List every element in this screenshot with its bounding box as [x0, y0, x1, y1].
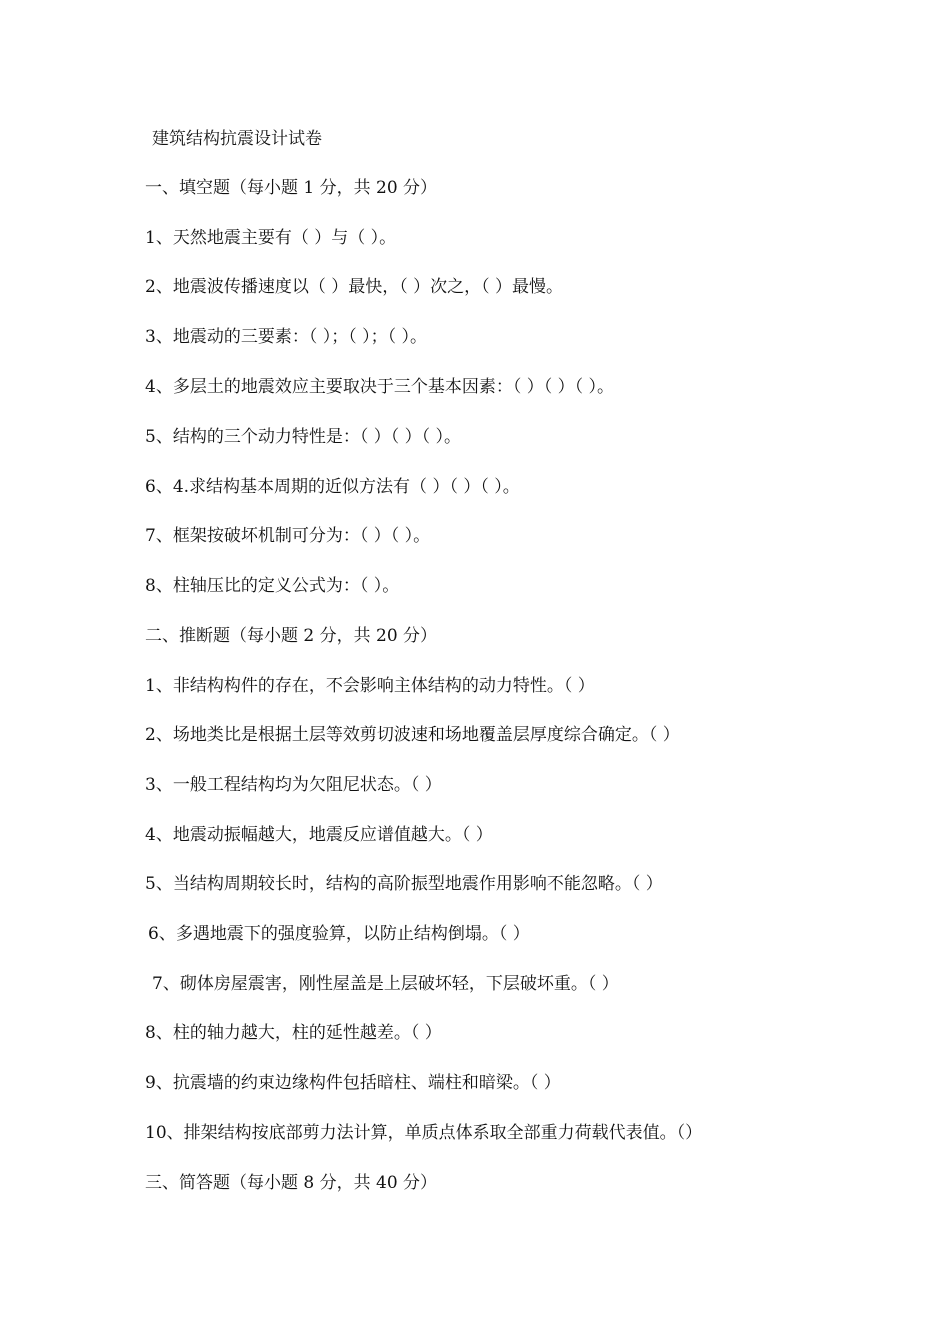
- fill-blank-item: 1、天然地震主要有（ ）与（ ）。: [145, 228, 397, 248]
- true-false-item: 8、柱的轴力越大，柱的延性越差。（ ）: [145, 1023, 442, 1043]
- fill-blank-item: 5、结构的三个动力特性是：（ ）（ ）（ ）。: [145, 427, 462, 447]
- true-false-item: 6、多遇地震下的强度验算，以防止结构倒塌。（ ）: [148, 924, 530, 944]
- true-false-item: 7、砌体房屋震害，刚性屋盖是上层破坏轻，下层破坏重。（ ）: [152, 974, 619, 994]
- true-false-item: 2、场地类比是根据土层等效剪切波速和场地覆盖层厚度综合确定。（ ）: [145, 725, 680, 745]
- section-heading-short-answer: 三、简答题（每小题 8 分，共 40 分）: [145, 1173, 438, 1193]
- true-false-item: 1、非结构构件的存在，不会影响主体结构的动力特性。（ ）: [145, 676, 595, 696]
- true-false-item: 10、排架结构按底部剪力法计算，单质点体系取全部重力荷载代表值。（）: [145, 1123, 703, 1143]
- section-heading-fill-blank: 一、填空题（每小题 1 分，共 20 分）: [145, 178, 438, 198]
- fill-blank-item: 8、柱轴压比的定义公式为：（ ）。: [145, 576, 400, 596]
- fill-blank-item: 3、地震动的三要素：（ ）；（ ）；（ ）。: [145, 327, 428, 347]
- true-false-item: 4、地震动振幅越大，地震反应谱值越大。（ ）: [145, 825, 493, 845]
- fill-blank-item: 4、多层土的地震效应主要取决于三个基本因素：（ ）（ ）（ ）。: [145, 377, 615, 397]
- true-false-item: 5、当结构周期较长时，结构的高阶振型地震作用影响不能忽略。（ ）: [145, 874, 663, 894]
- fill-blank-item: 2、地震波传播速度以（ ）最快，（ ）次之，（ ）最慢。: [145, 277, 564, 297]
- fill-blank-item: 6、4.求结构基本周期的近似方法有（ ）（ ）（ ）。: [145, 477, 520, 497]
- page-title: 建筑结构抗震设计试卷: [152, 129, 322, 149]
- true-false-item: 3、一般工程结构均为欠阻尼状态。（ ）: [145, 775, 442, 795]
- section-heading-true-false: 二、推断题（每小题 2 分，共 20 分）: [145, 626, 438, 646]
- fill-blank-item: 7、框架按破坏机制可分为：（ ）（ ）。: [145, 526, 431, 546]
- true-false-item: 9、抗震墙的约束边缘构件包括暗柱、端柱和暗梁。（ ）: [145, 1073, 561, 1093]
